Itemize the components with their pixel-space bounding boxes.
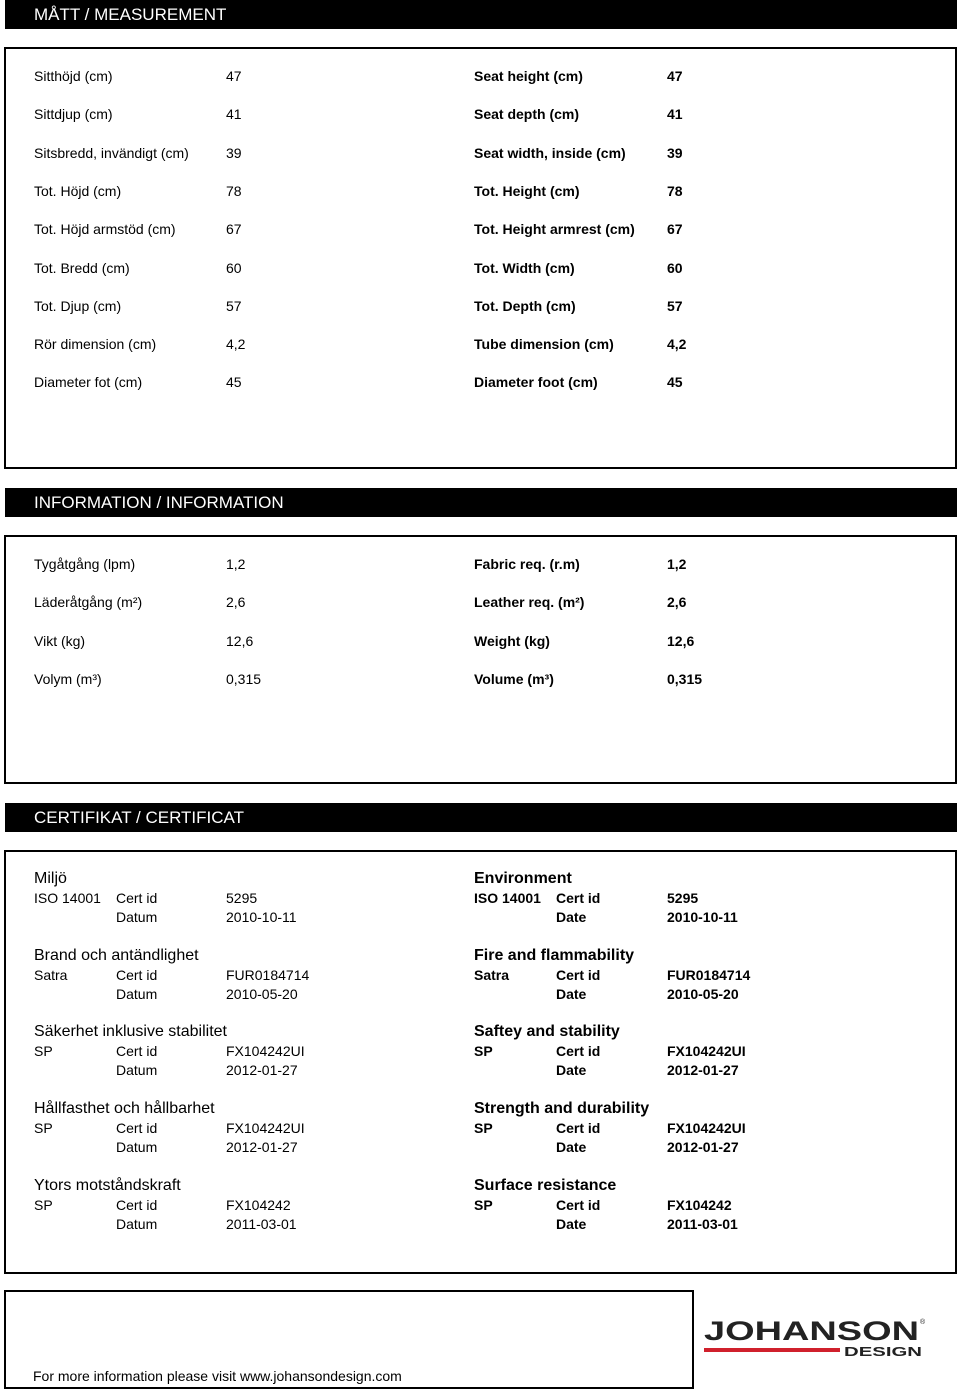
information-label-sv: Vikt (kg) (34, 632, 86, 649)
measurement-label-sv: Sitthöjd (cm) (34, 68, 113, 84)
measurement-label-en: Seat depth (cm) (474, 106, 580, 123)
measurement-value-en: 57 (667, 297, 683, 314)
information-label-en: Fabric req. (r.m) (474, 556, 580, 572)
cert-id-label-sv: Cert id (116, 1196, 158, 1213)
measurement-label-sv: Sitsbredd, invändigt (cm) (34, 144, 189, 161)
information-value-sv: 12,6 (226, 632, 254, 649)
cert-standard-en: SP (474, 1120, 493, 1137)
certificate-header (5, 803, 957, 832)
measurement-value-en: 39 (667, 144, 683, 161)
cert-date-value-en: 2010-05-20 (667, 985, 739, 1002)
cert-date-label-sv: Datum (116, 909, 158, 925)
cert-date-label-en: Date (556, 1139, 587, 1156)
logo-sub-text: DESIGN (844, 1344, 922, 1359)
cert-date-value-en: 2012-01-27 (667, 1139, 739, 1156)
measurement-value-en: 60 (667, 259, 683, 276)
information-title: INFORMATION / INFORMATION (34, 493, 284, 512)
cert-date-label-en: Date (556, 1215, 587, 1232)
cert-heading-sv: Brand och antändlighet (34, 946, 199, 964)
cert-date-value-en: 2012-01-27 (667, 1062, 739, 1079)
information-value-en: 2,6 (667, 594, 687, 611)
cert-id-label-sv: Cert id (116, 966, 158, 983)
measurement-value-sv: 41 (226, 106, 242, 123)
logo-mark: ® (920, 1319, 926, 1326)
cert-standard-en: ISO 14001 (474, 890, 541, 906)
cert-standard-sv: ISO 14001 (34, 890, 101, 906)
cert-standard-en: SP (474, 1196, 493, 1213)
information-label-en: Volume (m³) (474, 670, 554, 687)
cert-heading-sv: Hållfasthet och hållbarhet (34, 1100, 215, 1118)
information-label-sv: Läderåtgång (m²) (34, 594, 143, 611)
cert-id-value-en: 5295 (667, 890, 699, 906)
information-header (5, 488, 957, 517)
information-value-sv: 0,315 (226, 670, 262, 687)
cert-id-value-en: FUR0184714 (667, 966, 751, 983)
certificate-box (4, 850, 957, 1274)
measurement-value-sv: 67 (226, 221, 242, 238)
measurement-value-en: 67 (667, 221, 683, 238)
measurement-label-en: Seat width, inside (cm) (474, 144, 626, 161)
cert-standard-en: Satra (474, 966, 510, 983)
measurement-label-en: Tot. Width (cm) (474, 259, 575, 276)
measurement-label-en: Diameter foot (cm) (474, 374, 598, 391)
measurement-header (5, 0, 957, 29)
measurement-label-sv: Tot. Höjd (cm) (34, 182, 122, 199)
cert-date-label-sv: Datum (116, 985, 158, 1002)
logo-main-text: JOHANSON (704, 1316, 919, 1346)
information-box (4, 535, 957, 784)
cert-id-label-en: Cert id (556, 1196, 601, 1213)
cert-date-label-sv: Datum (116, 1062, 158, 1079)
cert-id-value-sv: FX104242UI (226, 1043, 305, 1060)
cert-heading-sv: Miljö (34, 870, 67, 887)
cert-date-value-sv: 2011-03-01 (226, 1215, 297, 1232)
cert-heading-sv: Säkerhet inklusive stabilitet (34, 1023, 227, 1041)
measurement-label-sv: Tot. Djup (cm) (34, 297, 122, 314)
footer-website-text: For more information please visit www.johansondesign.com (33, 1368, 402, 1384)
logo-red-bar (704, 1348, 840, 1352)
cert-id-value-en: FX104242UI (667, 1120, 746, 1137)
cert-standard-sv: SP (34, 1120, 53, 1137)
cert-date-label-en: Date (556, 985, 587, 1002)
measurement-value-sv: 78 (226, 182, 242, 199)
measurement-value-en: 45 (667, 374, 683, 391)
cert-heading-en: Fire and flammability (474, 946, 635, 964)
cert-id-value-sv: FX104242UI (226, 1120, 305, 1137)
cert-id-value-en: FX104242UI (667, 1043, 746, 1060)
cert-id-value-sv: FX104242 (226, 1196, 291, 1213)
cert-date-value-sv: 2012-01-27 (226, 1062, 298, 1079)
cert-id-value-sv: FUR0184714 (226, 966, 310, 983)
cert-date-label-sv: Datum (116, 1139, 158, 1156)
cert-date-value-sv: 2010-05-20 (226, 985, 298, 1002)
cert-id-value-en: FX104242 (667, 1196, 732, 1213)
measurement-value-sv: 4,2 (226, 336, 246, 353)
information-label-sv: Volym (m³) (34, 670, 102, 687)
measurement-value-sv: 47 (226, 68, 242, 84)
measurement-value-en: 47 (667, 68, 683, 84)
cert-standard-sv: SP (34, 1043, 53, 1060)
measurement-label-sv: Tot. Bredd (cm) (34, 259, 130, 276)
measurement-label-en: Tot. Height armrest (cm) (474, 221, 635, 238)
cert-date-value-sv: 2012-01-27 (226, 1139, 298, 1156)
measurement-label-sv: Rör dimension (cm) (34, 336, 157, 353)
measurement-value-sv: 45 (226, 374, 242, 391)
cert-date-value-sv: 2010-10-11 (226, 909, 297, 925)
cert-id-value-sv: 5295 (226, 890, 258, 906)
cert-date-label-sv: Datum (116, 1215, 158, 1232)
measurement-label-sv: Tot. Höjd armstöd (cm) (34, 221, 176, 238)
cert-heading-en: Saftey and stability (474, 1023, 620, 1041)
cert-date-value-en: 2010-10-11 (667, 909, 738, 925)
measurement-label-en: Tube dimension (cm) (474, 336, 614, 353)
measurement-value-en: 4,2 (667, 336, 687, 353)
cert-standard-sv: Satra (34, 966, 68, 983)
cert-id-label-sv: Cert id (116, 1043, 158, 1060)
information-value-sv: 1,2 (226, 556, 246, 572)
information-value-en: 1,2 (667, 556, 687, 572)
cert-id-label-en: Cert id (556, 1043, 601, 1060)
johanson-design-logo (704, 1314, 926, 1362)
cert-date-value-en: 2011-03-01 (667, 1215, 738, 1232)
cert-heading-en: Environment (474, 870, 572, 887)
cert-id-label-en: Cert id (556, 890, 601, 906)
cert-id-label-sv: Cert id (116, 1120, 158, 1137)
information-value-sv: 2,6 (226, 594, 246, 611)
cert-heading-en: Surface resistance (474, 1176, 617, 1194)
cert-standard-sv: SP (34, 1196, 53, 1213)
measurement-value-sv: 60 (226, 259, 242, 276)
certificate-title: CERTIFIKAT / CERTIFICAT (34, 808, 245, 827)
information-value-en: 0,315 (667, 670, 703, 687)
information-label-en: Weight (kg) (474, 632, 550, 649)
measurement-value-en: 78 (667, 182, 683, 199)
cert-date-label-en: Date (556, 909, 587, 925)
measurement-value-en: 41 (667, 106, 683, 123)
measurement-title: MÅTT / MEASUREMENT (34, 5, 227, 24)
measurement-value-sv: 57 (226, 297, 242, 314)
cert-heading-en: Strength and durability (474, 1100, 650, 1118)
measurement-label-en: Tot. Height (cm) (474, 182, 580, 199)
measurement-label-sv: Diameter fot (cm) (34, 374, 143, 391)
measurement-label-en: Seat height (cm) (474, 68, 583, 84)
measurement-box (4, 47, 957, 469)
cert-date-label-en: Date (556, 1062, 587, 1079)
cert-id-label-en: Cert id (556, 966, 601, 983)
information-label-en: Leather req. (m²) (474, 594, 585, 611)
measurement-label-en: Tot. Depth (cm) (474, 297, 576, 314)
information-value-en: 12,6 (667, 632, 695, 649)
measurement-label-sv: Sittdjup (cm) (34, 106, 113, 123)
cert-standard-en: SP (474, 1043, 493, 1060)
cert-id-label-sv: Cert id (116, 890, 158, 906)
information-label-sv: Tygåtgång (lpm) (34, 556, 136, 572)
cert-heading-sv: Ytors motståndskraft (34, 1176, 181, 1194)
cert-id-label-en: Cert id (556, 1120, 601, 1137)
measurement-value-sv: 39 (226, 144, 242, 161)
